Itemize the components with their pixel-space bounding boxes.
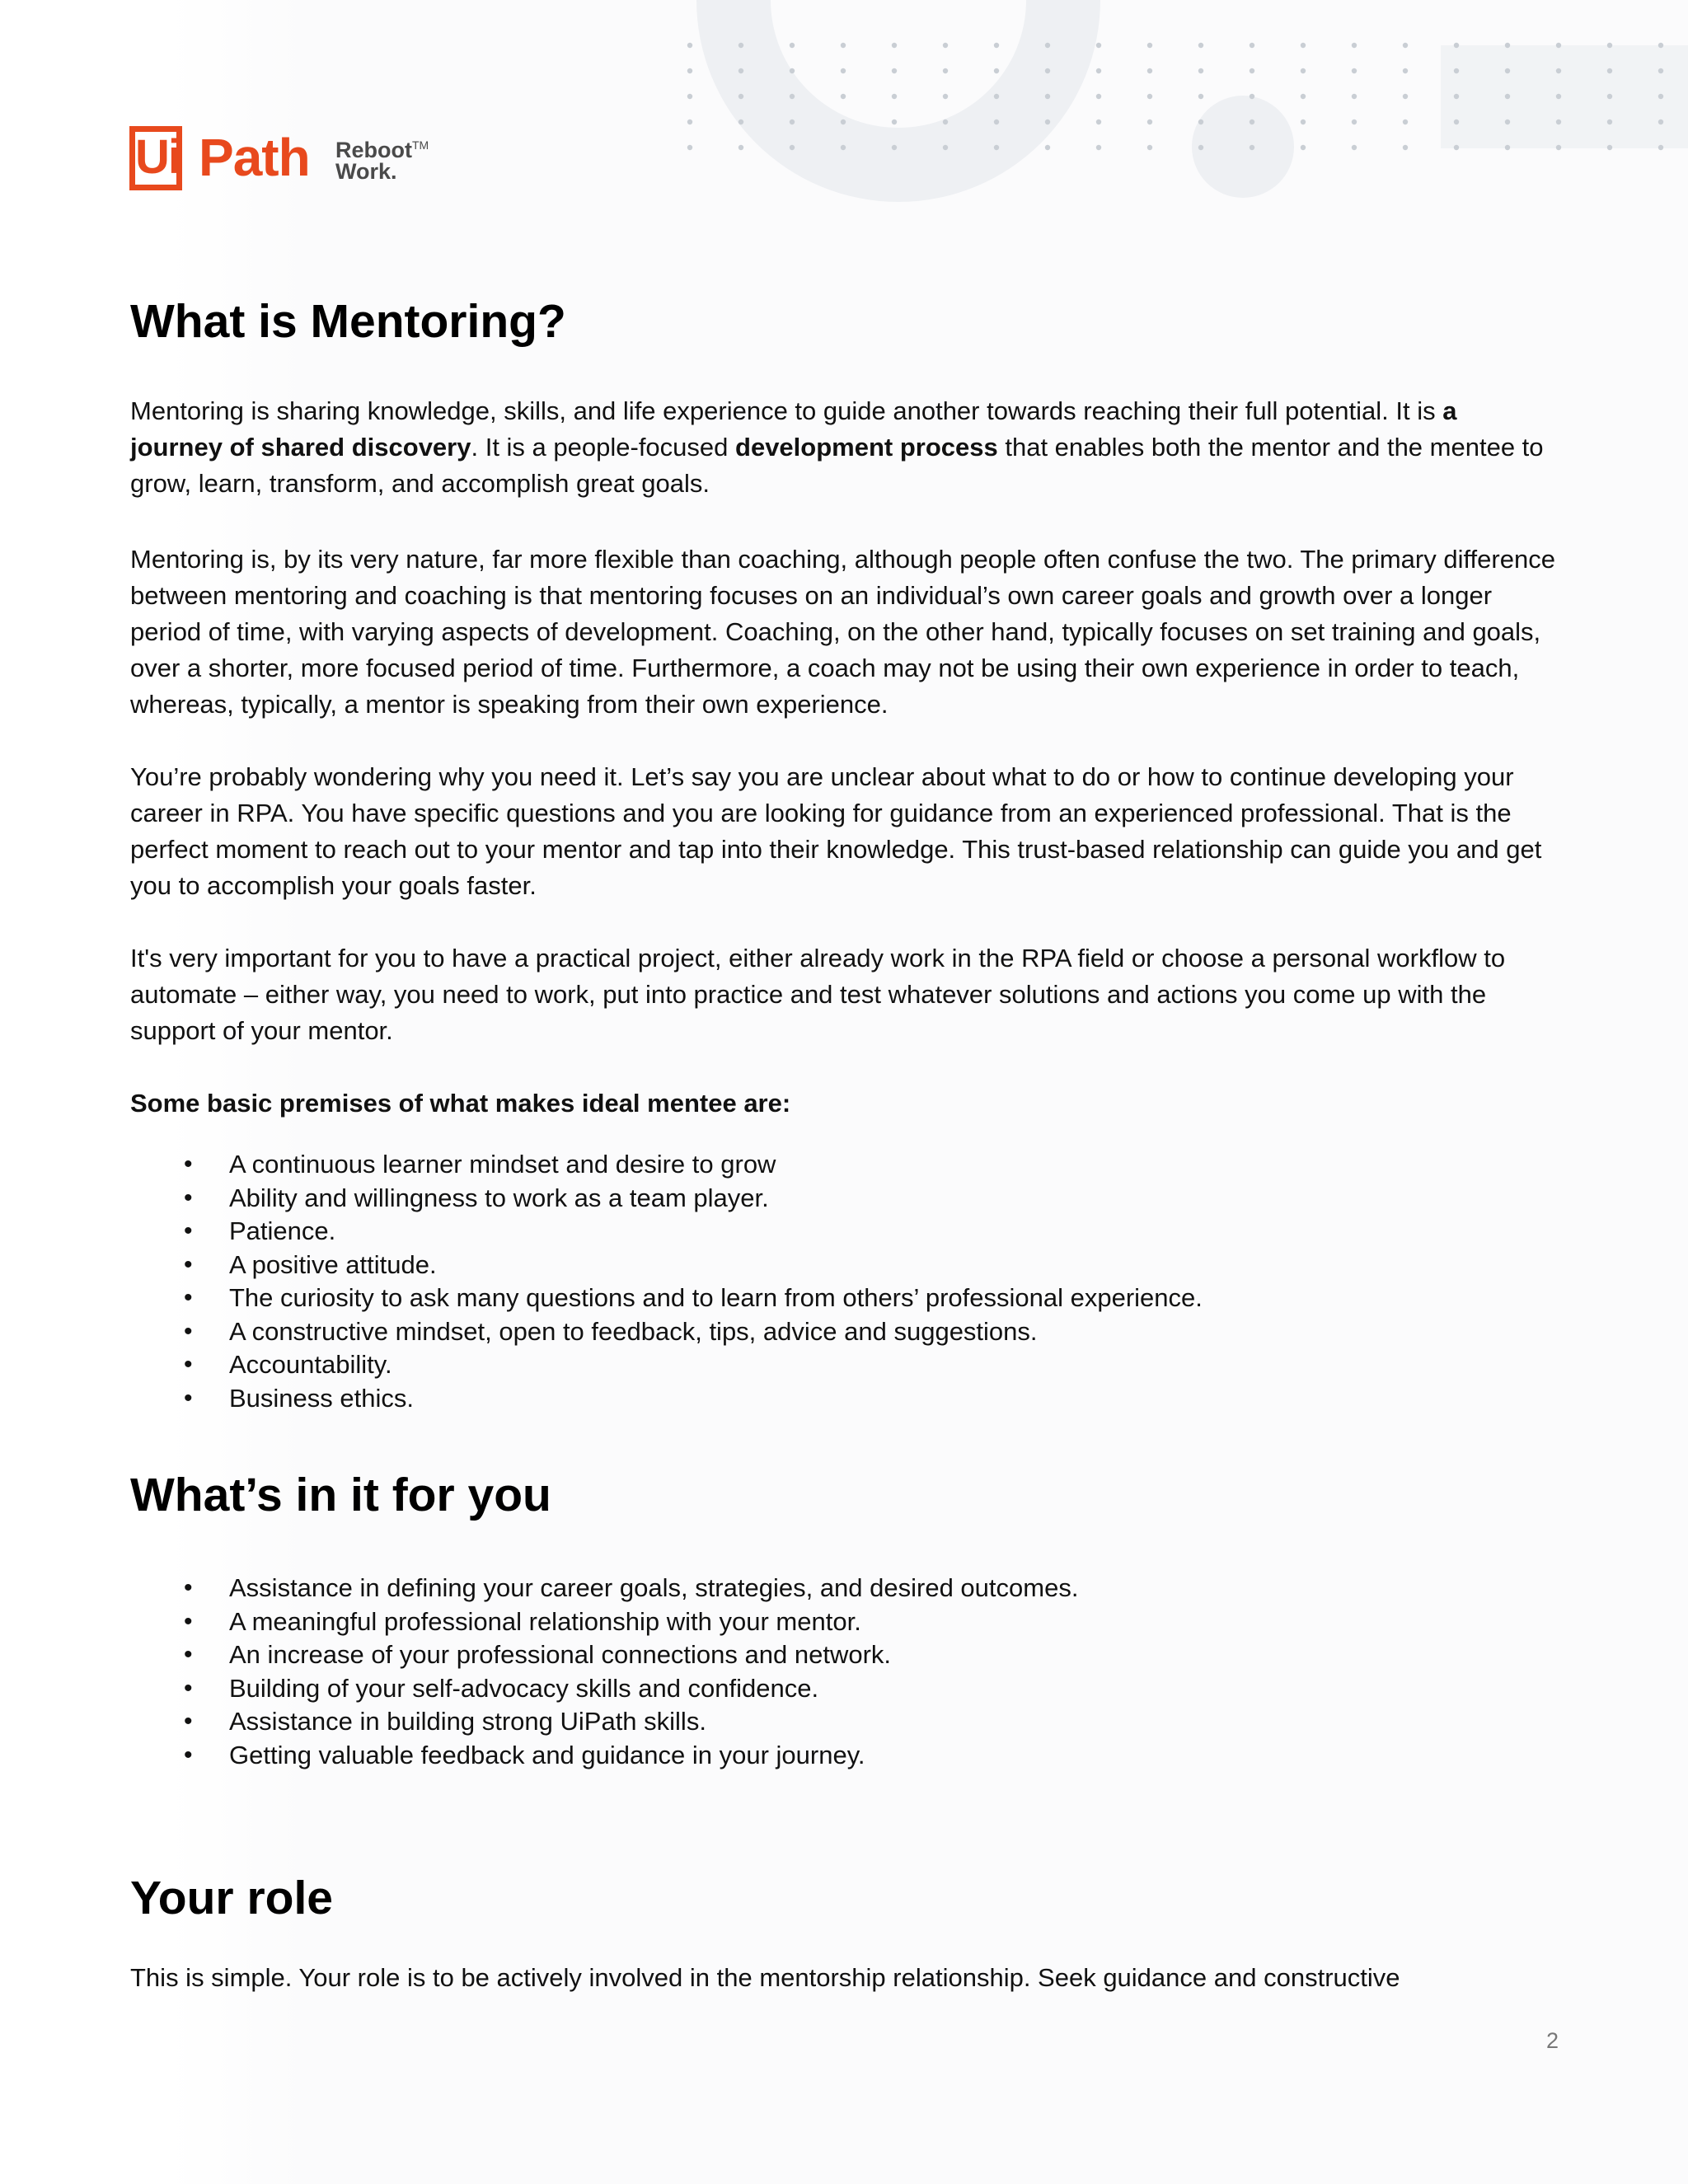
decorative-dot (943, 145, 948, 150)
decorative-dot (1301, 43, 1306, 48)
decorative-dot (1607, 43, 1612, 48)
decorative-dot (1301, 120, 1306, 124)
decorative-dot (1198, 120, 1203, 124)
decorative-dot (1607, 120, 1612, 124)
decorative-dot (1250, 43, 1254, 48)
decorative-dot (1556, 94, 1561, 99)
decorative-dot (994, 94, 999, 99)
decorative-dot (687, 120, 692, 124)
decorative-dot (841, 145, 846, 150)
list-item: • A meaningful professional relationship with your mentor. (229, 1605, 1556, 1639)
decorative-dot (1045, 120, 1050, 124)
paragraph-mentoring-definition (130, 393, 1556, 502)
emphasis-development-process: development process (735, 433, 998, 462)
emphasis-journey: a journey of shared discovery (130, 396, 1457, 462)
list-item: • Business ethics. (229, 1382, 1556, 1416)
decorative-block (1441, 45, 1688, 148)
decorative-dot (892, 68, 897, 73)
list-item: • Getting valuable feedback and guidance in your journey. (229, 1739, 1556, 1773)
logo-work-word: Work. (335, 159, 397, 184)
decorative-dot (1147, 120, 1152, 124)
logo-reboot-work (335, 134, 429, 182)
decorative-dot (687, 145, 692, 150)
decorative-dot (1147, 94, 1152, 99)
decorative-dot (687, 68, 692, 73)
decorative-dot (1454, 120, 1459, 124)
decorative-dot (841, 68, 846, 73)
decorative-dot (1658, 68, 1663, 73)
decorative-dot (738, 43, 743, 48)
decorative-dot (1454, 68, 1459, 73)
decorative-dot (892, 120, 897, 124)
decorative-dot (738, 145, 743, 150)
decorative-dot (1505, 120, 1510, 124)
decorative-dot (1556, 68, 1561, 73)
decorative-dot (1198, 68, 1203, 73)
decorative-dot (1147, 43, 1152, 48)
decorative-dot (841, 120, 846, 124)
list-item: • A positive attitude. (229, 1249, 1556, 1282)
document-content (130, 293, 1556, 1996)
decorative-dot (790, 43, 795, 48)
decorative-dot (892, 43, 897, 48)
paragraph-text: that enables both the mentor and the mentee to grow, learn, transform, and accomplish great goals. (130, 433, 1544, 498)
decorative-dot (1658, 145, 1663, 150)
decorative-dot (1096, 68, 1101, 73)
decorative-dot (994, 68, 999, 73)
list-item: • Building of your self-advocacy skills and confidence. (229, 1672, 1556, 1706)
decorative-dot (790, 68, 795, 73)
paragraph-your-role: This is simple. Your role is to be actively involved in the mentorship relationship. Seek guidance and constructive (130, 1963, 1400, 1992)
list-item: • Accountability. (229, 1348, 1556, 1382)
decorative-dot (738, 120, 743, 124)
decorative-dot (1403, 120, 1408, 124)
decorative-dot (994, 120, 999, 124)
decorative-dot (1045, 43, 1050, 48)
decorative-dot (1556, 145, 1561, 150)
list-item: • An increase of your professional connections and network. (229, 1638, 1556, 1672)
decorative-dot (994, 43, 999, 48)
decorative-dot (1352, 68, 1357, 73)
page-number: 2 (1546, 2028, 1559, 2053)
decorative-dot (1607, 145, 1612, 150)
decorative-dot (1607, 68, 1612, 73)
decorative-dot (1352, 94, 1357, 99)
decorative-dot (1658, 94, 1663, 99)
decorative-dot (1198, 94, 1203, 99)
logo-path-word: Path (199, 128, 310, 187)
list-item: • A continuous learner mindset and desire to grow (229, 1148, 1556, 1182)
decorative-dot (738, 68, 743, 73)
decorative-dot (738, 94, 743, 99)
premises-list (130, 1148, 1556, 1415)
paragraph-text: Mentoring is sharing knowledge, skills, and life experience to guide another towards reaching their full potential. It is (130, 396, 1443, 425)
decorative-dot (1301, 145, 1306, 150)
decorative-dot (1301, 68, 1306, 73)
decorative-dot (1403, 43, 1408, 48)
decorative-dot (1403, 145, 1408, 150)
decorative-dot (1454, 43, 1459, 48)
decorative-dot (1505, 43, 1510, 48)
decorative-dot (1658, 120, 1663, 124)
decorative-dot (841, 43, 846, 48)
heading-whats-in-it-for-you: What’s in it for you (130, 1469, 551, 1521)
decorative-dot (1250, 68, 1254, 73)
list-item: • Assistance in defining your career goals, strategies, and desired outcomes. (229, 1572, 1556, 1605)
list-item: • Assistance in building strong UiPath skills. (229, 1705, 1556, 1739)
decorative-dot (1147, 145, 1152, 150)
decorative-dot (892, 145, 897, 150)
decorative-dot (1250, 145, 1254, 150)
heading-your-role: Your role (130, 1872, 333, 1924)
decorative-dot (1352, 145, 1357, 150)
decorative-dot (1096, 43, 1101, 48)
decorative-dot (1198, 145, 1203, 150)
decorative-dot (943, 43, 948, 48)
decorative-dot (790, 145, 795, 150)
decorative-dot (687, 94, 692, 99)
decorative-dot (1403, 94, 1408, 99)
decorative-dot (1505, 145, 1510, 150)
decorative-dot (1556, 120, 1561, 124)
decorative-dot (943, 68, 948, 73)
decorative-dot (1505, 68, 1510, 73)
decorative-dot (1403, 68, 1408, 73)
decorative-dot (943, 120, 948, 124)
decorative-dot (1045, 145, 1050, 150)
decorative-dot (1147, 68, 1152, 73)
decorative-dot (943, 94, 948, 99)
decorative-dot (1096, 145, 1101, 150)
decorative-dot (841, 94, 846, 99)
logo-trademark: TM (411, 138, 429, 152)
decorative-dot (1198, 43, 1203, 48)
benefits-list (130, 1572, 1556, 1772)
list-item: • Patience. (229, 1215, 1556, 1249)
premises-heading: Some basic premises of what makes ideal mentee are: (130, 1089, 791, 1118)
decorative-dot (1454, 145, 1459, 150)
decorative-dot (687, 43, 692, 48)
decorative-dot (1352, 43, 1357, 48)
decorative-dot (790, 120, 795, 124)
decorative-dot (1505, 94, 1510, 99)
paragraph-text: . It is a people-focused (471, 433, 736, 462)
list-item: • A constructive mindset, open to feedback, tips, advice and suggestions. (229, 1315, 1556, 1349)
decorative-dot (1096, 94, 1101, 99)
decorative-dot (1658, 43, 1663, 48)
decorative-dot (1454, 94, 1459, 99)
logo-ui-mark: Ui (129, 126, 182, 190)
decorative-dot (1045, 68, 1050, 73)
paragraph-why-you-need-it: You’re probably wondering why you need it. Let’s say you are unclear about what to do or how to continue developing your career in RPA. You have specific questions and you are looking for guidance from an experienced professional. That is the perfect moment to reach out to your mentor and tap into their knowledge. This trust-based relationship can guide you and get you to accomplish your goals faster. (130, 762, 1542, 900)
decorative-dot (1045, 94, 1050, 99)
list-item: • The curiosity to ask many questions and to learn from others’ professional experience. (229, 1282, 1556, 1315)
decorative-dot (1556, 43, 1561, 48)
decorative-dot (994, 145, 999, 150)
uipath-reboot-work-logo (129, 126, 476, 200)
decorative-dot (892, 94, 897, 99)
decorative-dot (1607, 94, 1612, 99)
decorative-arc (696, 0, 1100, 202)
list-item: • Ability and willingness to work as a team player. (229, 1182, 1556, 1216)
paragraph-practical-project: It's very important for you to have a practical project, either already work in the RPA field or choose a personal workflow to automate – either way, you need to work, put into practice and test whatever solutions and actions you come up with the support of your mentor. (130, 944, 1506, 1045)
decorative-dot (1352, 120, 1357, 124)
decorative-circle (1192, 96, 1294, 198)
decorative-dot (1096, 120, 1101, 124)
decorative-dot (790, 94, 795, 99)
logo-reboot-word: Reboot (335, 138, 412, 162)
decorative-dot (1301, 94, 1306, 99)
decorative-dot (1250, 94, 1254, 99)
paragraph-mentoring-vs-coaching: Mentoring is, by its very nature, far more flexible than coaching, although people often confuse the two. The primary difference between mentoring and coaching is that mentoring focuses on an individual’s own career goals and growth over a longer period of time, with varying aspects of development. Coaching, on the other hand, typically focuses on set training and goals, over a shorter, more focused period of time. Furthermore, a coach may not be using their own experience in order to teach, whereas, typically, a mentor is speaking from their own experience. (130, 545, 1555, 719)
decorative-dot (1250, 120, 1254, 124)
heading-what-is-mentoring: What is Mentoring? (130, 295, 566, 348)
